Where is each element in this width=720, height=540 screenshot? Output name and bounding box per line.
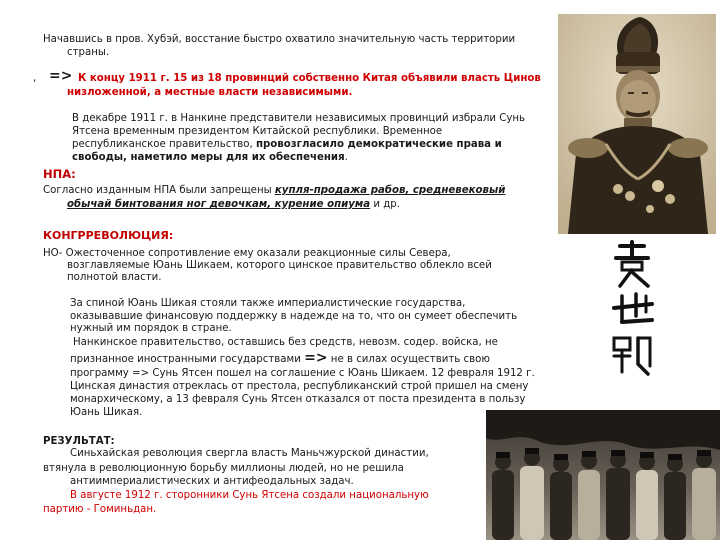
counter-line: возглавляемые Юань Шикаем, которого цинское правительство облекло всей (67, 260, 492, 271)
npa-line (43, 184, 505, 197)
counter-line: нужный им порядок в стране. (70, 323, 232, 334)
intro-line-red: низложенной, а местные власти независимыми. (67, 87, 353, 98)
result-line-red: В августе 1912 г. сторонники Сунь Ятсена создали национальную (70, 490, 429, 501)
result-heading: РЕЗУЛЬТАТ: (43, 436, 115, 447)
arrow-symbol: => (49, 68, 73, 84)
counter-line: НО- Ожесточенное сопротивление ему оказали реакционные силы Севера, (43, 248, 451, 259)
group-photo (486, 410, 720, 540)
npa-heading: НПА: (43, 167, 76, 181)
intro-line (72, 151, 348, 164)
counter-line: оказывавшие финансовую поддержку в надежде на то, что он сумеет обеспечить (70, 311, 518, 322)
arrow-symbol: => (304, 350, 328, 366)
intro-line: Ятсена временным президентом Китайской республики. Временное (72, 126, 443, 137)
result-line: антиимпериалистических и антифеодальных задач. (70, 476, 354, 487)
text-span: республиканское правительство, (72, 139, 256, 150)
counter-line: За спиной Юань Шикая стояли также империалистические государства, (70, 298, 466, 309)
counter-line: Юань Шикая. (70, 407, 143, 418)
counter-line (70, 352, 490, 366)
result-line: Синьхайская революция свергла власть Маньчжурской династии, (70, 448, 429, 459)
text-span: Согласно изданным НПА были запрещены (43, 185, 275, 196)
intro-line (72, 138, 502, 151)
counter-heading: КОНГРРЕВОЛЮЦИЯ: (43, 229, 174, 242)
calligraphy-signature (592, 240, 672, 380)
text-span-underlined: обычай бинтования ног девочкам, курение опиума (67, 199, 371, 210)
counter-line: монархическому, а 13 февраля Сунь Ятсен отказался от поста президента в пользу (70, 394, 526, 405)
text-span-underlined: купля-продажа рабов, средневековый (274, 185, 506, 196)
text-span-bold: свободы, наметило меры для их обеспечения (72, 152, 345, 163)
text-span: не в силах осуществить свою (327, 354, 490, 365)
text-span: признанное иностранными государствами (70, 354, 305, 365)
counter-line: Нанкинское правительство, оставшись без средств, невозм. содер. войска, не (73, 337, 498, 348)
result-line: втянула в революционную борьбу миллионы людей, но не решила (43, 463, 404, 474)
calligraphy-brush-strokes (592, 240, 672, 380)
intro-line: Начавшись в пров. Хубэй, восстание быстро охватило значительную часть территории (43, 34, 516, 45)
portrait-photo (558, 14, 716, 234)
counter-line: Цинская династия отреклась от престола, республиканский строй пришел на смену (70, 381, 529, 392)
text-span-bold: провозгласило демократические права и (255, 139, 502, 150)
npa-line (67, 198, 400, 211)
counter-line: программу => Сунь Ятсен пошел на соглашение с Юань Шикаем. 12 февраля 1912 г. (70, 368, 535, 379)
result-line-red: партию - Гоминьдан. (43, 504, 157, 515)
text-span: и др. (370, 199, 400, 210)
bullet: , (33, 73, 37, 84)
text-span: . (344, 152, 348, 163)
counter-line: полнотой власти. (67, 272, 162, 283)
intro-line: страны. (67, 47, 110, 58)
intro-line: В декабре 1911 г. в Нанкине представители независимых провинций избрали Сунь (72, 113, 526, 124)
intro-line-red: К концу 1911 г. 15 из 18 провинций собственно Китая объявили власть Цинов (78, 73, 541, 84)
